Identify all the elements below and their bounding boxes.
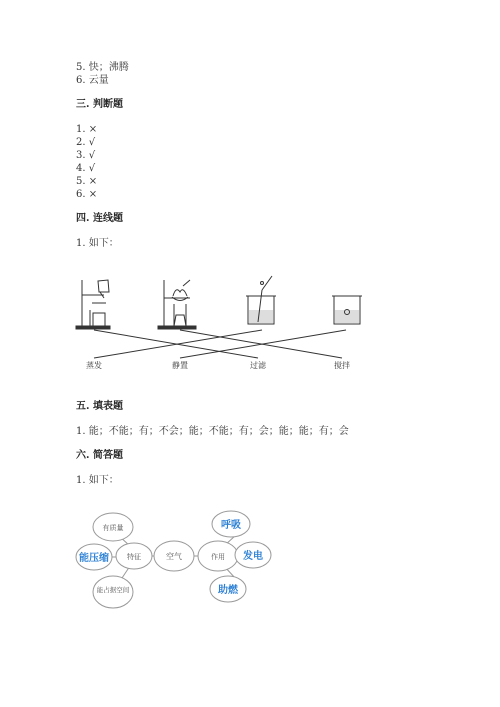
label-evaporation: 蒸发 [86, 361, 102, 370]
filtering-apparatus-icon [246, 276, 276, 324]
answer-line-6: 6. 云量 [76, 75, 109, 86]
judge-answer-5: 5. × [76, 176, 98, 187]
mindmap-left: 能压缩 [79, 553, 109, 564]
section6-intro: 1. 如下： [76, 475, 119, 486]
answer-line-5: 5. 快；沸腾 [76, 62, 129, 73]
judge-answer-1: 1. × [76, 124, 98, 135]
settling-apparatus-icon [158, 280, 196, 329]
mindmap-top-right: 呼吸 [221, 520, 241, 531]
mindmap-top-left: 有质量 [102, 524, 124, 532]
judge-answer-4: 4. √ [76, 163, 96, 174]
label-settling: 静置 [172, 361, 188, 370]
mindmap-center: 空气 [166, 552, 182, 561]
label-filtering: 过滤 [250, 361, 266, 370]
section4-intro: 1. 如下： [76, 238, 119, 249]
label-stirring: 搅拌 [334, 361, 350, 370]
evaporation-apparatus-icon [76, 280, 110, 329]
section5-title: 五. 填表题 [76, 401, 123, 412]
mindmap-mid-left: 特征 [127, 553, 141, 561]
mindmap-right: 发电 [243, 551, 263, 562]
section3-title: 三. 判断题 [76, 99, 123, 110]
judge-answer-3: 3. √ [76, 150, 96, 161]
judge-answer-2: 2. √ [76, 137, 96, 148]
mindmap-bottom-left: 能占据空间 [96, 586, 130, 594]
section6-title: 六. 简答题 [76, 450, 123, 461]
stirring-apparatus-icon [332, 296, 362, 324]
mindmap-mid-right: 作用 [211, 553, 225, 561]
section5-answer: 1. 能；不能；有；不会；能；不能；有；会；能；能；有；会 [76, 426, 349, 437]
mindmap-bottom-right: 助燃 [218, 585, 238, 596]
judge-answer-6: 6. × [76, 189, 98, 200]
section4-title: 四. 连线题 [76, 213, 123, 224]
